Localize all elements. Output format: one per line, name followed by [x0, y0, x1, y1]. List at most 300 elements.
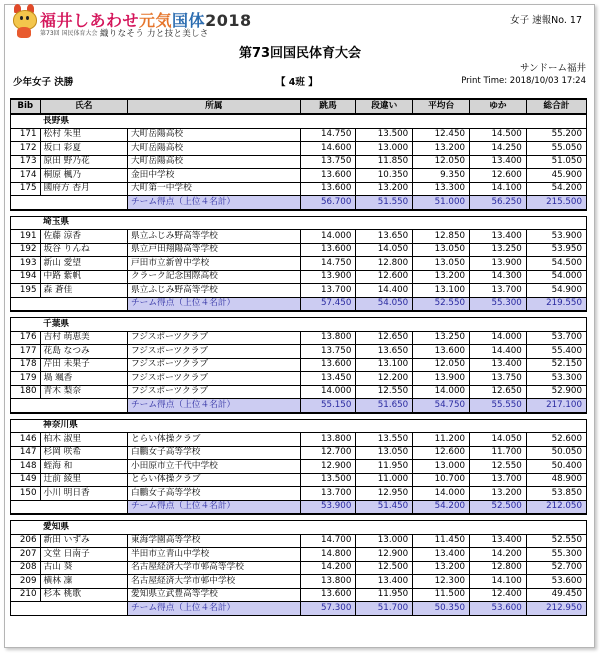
score-cell: 12.050: [413, 155, 470, 169]
score-cell: 14.400: [470, 345, 527, 359]
bib-cell: 177: [11, 345, 41, 359]
team-score-cell: 51.450: [356, 500, 413, 514]
score-cell: 12.900: [356, 548, 413, 562]
club-name: 名古屋経済大学市邨中学校: [127, 575, 300, 589]
athlete-row: [11, 331, 587, 345]
score-cell: 13.650: [356, 345, 413, 359]
bib-cell: 171: [11, 128, 41, 142]
athlete-name: 原田 野乃花: [40, 155, 127, 169]
score-cell: 13.200: [356, 182, 413, 196]
score-cell: 14.000: [413, 487, 470, 501]
score-cell: 13.600: [300, 588, 356, 602]
score-cell: 12.850: [413, 230, 470, 244]
athlete-name: 蛭海 和: [40, 460, 127, 474]
athlete-row: [11, 575, 587, 589]
team-score-cell: 53.600: [470, 602, 527, 616]
score-cell: 13.100: [356, 358, 413, 372]
team-score-cell: 51.650: [356, 399, 413, 413]
team-total-row: [11, 602, 587, 616]
athlete-row: [11, 128, 587, 142]
team-score-cell: 52.550: [413, 297, 470, 311]
athlete-row: [11, 142, 587, 156]
athlete-name: 新田 いずみ: [40, 534, 127, 548]
athlete-row: [11, 433, 587, 447]
score-cell: 54.000: [526, 270, 586, 284]
blank-cell: [11, 399, 128, 413]
athlete-name: 堝 颯香: [40, 372, 127, 386]
athlete-name: 柏木 淑里: [40, 433, 127, 447]
score-cell: 13.100: [413, 284, 470, 298]
score-cell: 13.450: [300, 372, 356, 386]
team-score-cell: 212.050: [526, 500, 586, 514]
score-cell: 12.200: [356, 372, 413, 386]
club-name: 県立ふじみ野高等学校: [127, 230, 300, 244]
score-cell: 13.500: [300, 473, 356, 487]
score-cell: 53.950: [526, 243, 586, 257]
score-cell: 13.000: [356, 142, 413, 156]
score-cell: 53.900: [526, 230, 586, 244]
score-cell: 13.050: [356, 446, 413, 460]
score-cell: 13.200: [413, 270, 470, 284]
blank-cell: [11, 419, 41, 433]
score-cell: 13.700: [300, 284, 356, 298]
score-cell: 14.000: [300, 230, 356, 244]
club-name: 名古屋経済大学市邨高等学校: [127, 561, 300, 575]
score-cell: 11.500: [413, 588, 470, 602]
athlete-name: 青木 梨奈: [40, 385, 127, 399]
blank-cell: [11, 521, 41, 535]
team-score-cell: 54.750: [413, 399, 470, 413]
score-cell: 14.050: [470, 433, 527, 447]
athlete-row: [11, 534, 587, 548]
athlete-name: 桐原 楓乃: [40, 169, 127, 183]
score-cell: 13.800: [300, 575, 356, 589]
athlete-name: 文堂 日南子: [40, 548, 127, 562]
team-label: チーム得点（上位４名計）: [127, 500, 300, 514]
score-cell: 12.550: [470, 460, 527, 474]
athlete-row: [11, 284, 587, 298]
score-cell: 13.400: [413, 548, 470, 562]
team-score-cell: 53.900: [300, 500, 356, 514]
score-cell: 13.200: [413, 561, 470, 575]
score-cell: 14.600: [300, 142, 356, 156]
score-cell: 12.500: [356, 561, 413, 575]
athlete-row: [11, 243, 587, 257]
athlete-row: [11, 257, 587, 271]
athlete-row: [11, 473, 587, 487]
score-cell: 12.300: [413, 575, 470, 589]
bib-cell: 148: [11, 460, 41, 474]
bulletin-number: 女子 速報No. 17: [510, 15, 582, 26]
blank-cell: [11, 602, 128, 616]
score-cell: 12.400: [470, 588, 527, 602]
team-label: チーム得点（上位４名計）: [127, 297, 300, 311]
score-cell: 14.000: [413, 385, 470, 399]
score-cell: 13.700: [300, 487, 356, 501]
score-cell: 14.750: [300, 128, 356, 142]
score-cell: 52.900: [526, 385, 586, 399]
score-cell: 13.400: [356, 575, 413, 589]
club-name: フジスポーツクラブ: [127, 372, 300, 386]
club-name: 大町岳陽高校: [127, 155, 300, 169]
bib-cell: 193: [11, 257, 41, 271]
athlete-name: 吉村 萌恵美: [40, 331, 127, 345]
score-cell: 13.400: [470, 358, 527, 372]
score-cell: 11.200: [413, 433, 470, 447]
results-body: [11, 114, 587, 615]
bib-cell: 179: [11, 372, 41, 386]
score-cell: 10.350: [356, 169, 413, 183]
score-cell: 13.600: [300, 243, 356, 257]
club-name: フジスポーツクラブ: [127, 331, 300, 345]
club-name: 大町岳陽高校: [127, 128, 300, 142]
score-cell: 14.000: [470, 331, 527, 345]
venue: サンドーム福井: [519, 63, 586, 74]
team-score-cell: 56.700: [300, 196, 356, 210]
score-cell: 51.050: [526, 155, 586, 169]
athlete-name: 國府方 杏月: [40, 182, 127, 196]
score-cell: 12.600: [470, 169, 527, 183]
club-name: 戸田市立新曽中学校: [127, 257, 300, 271]
prefecture-name: 長野県: [40, 114, 587, 128]
score-cell: 13.600: [300, 358, 356, 372]
score-cell: 12.600: [356, 270, 413, 284]
team-score-cell: 51.550: [356, 196, 413, 210]
score-cell: 12.900: [300, 460, 356, 474]
score-cell: 49.450: [526, 588, 586, 602]
score-cell: 13.000: [413, 460, 470, 474]
prefecture-name: 埼玉県: [40, 216, 587, 230]
team-label: チーム得点（上位４名計）: [127, 196, 300, 210]
athlete-row: [11, 446, 587, 460]
team-label: チーム得点（上位４名計）: [127, 399, 300, 413]
athlete-name: 横林 凜: [40, 575, 127, 589]
score-cell: 13.500: [356, 128, 413, 142]
team-score-cell: 52.500: [470, 500, 527, 514]
column-header: 跳馬: [300, 99, 356, 114]
prefecture-name: 愛知県: [40, 521, 587, 535]
score-cell: 13.050: [413, 243, 470, 257]
column-header: 所属: [127, 99, 300, 114]
athlete-row: [11, 345, 587, 359]
score-cell: 13.300: [413, 182, 470, 196]
column-header: Bib: [11, 99, 41, 114]
club-name: フジスポーツクラブ: [127, 385, 300, 399]
team-score-cell: 57.450: [300, 297, 356, 311]
event-logo: [10, 8, 252, 42]
score-cell: 55.400: [526, 345, 586, 359]
athlete-name: 芹田 未果子: [40, 358, 127, 372]
blank-cell: [11, 114, 41, 128]
team-score-cell: 217.100: [526, 399, 586, 413]
score-cell: 13.600: [300, 169, 356, 183]
bib-cell: 172: [11, 142, 41, 156]
score-cell: 12.600: [413, 446, 470, 460]
score-cell: 13.200: [470, 487, 527, 501]
team-score-cell: 50.350: [413, 602, 470, 616]
bib-cell: 173: [11, 155, 41, 169]
bib-cell: 208: [11, 561, 41, 575]
score-cell: 50.050: [526, 446, 586, 460]
score-cell: 12.650: [356, 331, 413, 345]
score-cell: 11.950: [356, 460, 413, 474]
team-score-cell: 215.500: [526, 196, 586, 210]
score-cell: 13.900: [470, 257, 527, 271]
prefecture-row: [11, 114, 587, 128]
score-cell: 52.550: [526, 534, 586, 548]
club-name: クラーク記念国際高校: [127, 270, 300, 284]
club-name: 県立戸田翔陽高等学校: [127, 243, 300, 257]
score-cell: 48.900: [526, 473, 586, 487]
column-header: ゆか: [470, 99, 527, 114]
athlete-row: [11, 561, 587, 575]
blank-cell: [11, 216, 41, 230]
club-name: 大町岳陽高校: [127, 142, 300, 156]
club-name: 大町第一中学校: [127, 182, 300, 196]
logo-title: 福井しあわせ元気国体2018: [40, 11, 252, 30]
score-cell: 11.700: [470, 446, 527, 460]
prefecture-row: [11, 216, 587, 230]
score-cell: 12.800: [356, 257, 413, 271]
logo-slogan: 織りなそう 力と技と美しさ: [100, 29, 209, 39]
team-score-cell: 54.200: [413, 500, 470, 514]
score-cell: 14.700: [300, 534, 356, 548]
athlete-row: [11, 358, 587, 372]
score-cell: 13.000: [356, 534, 413, 548]
score-cell: 45.900: [526, 169, 586, 183]
column-header: 段違い: [356, 99, 413, 114]
team-label: チーム得点（上位４名計）: [127, 602, 300, 616]
bib-cell: 149: [11, 473, 41, 487]
score-cell: 14.100: [470, 575, 527, 589]
bib-cell: 195: [11, 284, 41, 298]
score-cell: 53.600: [526, 575, 586, 589]
athlete-name: 花島 なつみ: [40, 345, 127, 359]
column-header: 総合計: [526, 99, 586, 114]
athlete-row: [11, 155, 587, 169]
club-name: 白鵬女子高等学校: [127, 446, 300, 460]
score-cell: 52.600: [526, 433, 586, 447]
athlete-row: [11, 548, 587, 562]
score-cell: 13.800: [300, 331, 356, 345]
score-cell: 14.750: [300, 257, 356, 271]
bib-cell: 174: [11, 169, 41, 183]
club-name: 小田原市立千代中学校: [127, 460, 300, 474]
score-cell: 13.250: [413, 331, 470, 345]
score-cell: 53.300: [526, 372, 586, 386]
prefecture-name: 神奈川県: [40, 419, 587, 433]
score-cell: 13.900: [413, 372, 470, 386]
athlete-name: 杉岡 咲希: [40, 446, 127, 460]
bib-cell: 209: [11, 575, 41, 589]
bib-cell: 176: [11, 331, 41, 345]
bib-cell: 175: [11, 182, 41, 196]
score-cell: 50.400: [526, 460, 586, 474]
team-total-row: [11, 297, 587, 311]
bib-cell: 207: [11, 548, 41, 562]
score-cell: 14.100: [470, 182, 527, 196]
score-cell: 14.800: [300, 548, 356, 562]
athlete-row: [11, 182, 587, 196]
team-score-cell: 55.150: [300, 399, 356, 413]
club-name: 県立ふじみ野高等学校: [127, 284, 300, 298]
score-cell: 13.400: [470, 534, 527, 548]
athlete-name: 坂口 彩夏: [40, 142, 127, 156]
score-cell: 13.400: [470, 155, 527, 169]
score-cell: 14.200: [300, 561, 356, 575]
team-score-cell: 54.050: [356, 297, 413, 311]
score-cell: 53.850: [526, 487, 586, 501]
score-cell: 13.050: [413, 257, 470, 271]
score-cell: 11.000: [356, 473, 413, 487]
mascot-icon: [10, 8, 38, 40]
page-title: 第73回国民体育大会: [238, 46, 362, 61]
blank-cell: [11, 297, 128, 311]
team-score-cell: 57.300: [300, 602, 356, 616]
athlete-name: 坂谷 りんね: [40, 243, 127, 257]
score-cell: 14.400: [356, 284, 413, 298]
bib-cell: 210: [11, 588, 41, 602]
score-cell: 13.750: [300, 345, 356, 359]
bib-cell: 146: [11, 433, 41, 447]
athlete-name: 松村 朱里: [40, 128, 127, 142]
score-cell: 13.250: [470, 243, 527, 257]
athlete-name: 森 蒼佳: [40, 284, 127, 298]
score-cell: 13.750: [300, 155, 356, 169]
group-label: 【 4班 】: [276, 77, 318, 88]
club-name: フジスポーツクラブ: [127, 358, 300, 372]
print-time: Print Time: 2018/10/03 17:24: [461, 76, 586, 86]
score-cell: 13.750: [470, 372, 527, 386]
athlete-name: 小川 明日香: [40, 487, 127, 501]
athlete-row: [11, 270, 587, 284]
event-category: 少年女子 決勝: [13, 77, 74, 88]
team-total-row: [11, 196, 587, 210]
column-header: 氏名: [40, 99, 127, 114]
bib-cell: 192: [11, 243, 41, 257]
logo-subtitle: 第73回 国民体育大会: [40, 30, 98, 37]
club-name: 愛知県立武豊高等学校: [127, 588, 300, 602]
athlete-name: 杉本 桃歌: [40, 588, 127, 602]
bib-cell: 150: [11, 487, 41, 501]
prefecture-row: [11, 521, 587, 535]
team-score-cell: 51.000: [413, 196, 470, 210]
score-cell: 13.600: [413, 345, 470, 359]
club-name: フジスポーツクラブ: [127, 345, 300, 359]
blank-cell: [11, 196, 128, 210]
score-cell: 13.200: [413, 142, 470, 156]
club-name: とらい体操クラブ: [127, 433, 300, 447]
score-cell: 11.850: [356, 155, 413, 169]
score-cell: 55.300: [526, 548, 586, 562]
team-score-cell: 219.550: [526, 297, 586, 311]
prefecture-row: [11, 318, 587, 332]
score-cell: 52.700: [526, 561, 586, 575]
score-cell: 13.900: [300, 270, 356, 284]
score-cell: 14.050: [356, 243, 413, 257]
athlete-name: 佐藤 涼香: [40, 230, 127, 244]
table-header-row: [11, 99, 587, 114]
score-cell: 13.800: [300, 433, 356, 447]
score-cell: 14.500: [470, 128, 527, 142]
score-cell: 12.700: [300, 446, 356, 460]
athlete-name: 辻前 綾里: [40, 473, 127, 487]
score-cell: 54.900: [526, 284, 586, 298]
club-name: とらい体操クラブ: [127, 473, 300, 487]
bib-cell: 178: [11, 358, 41, 372]
bib-cell: 147: [11, 446, 41, 460]
prefecture-name: 千葉県: [40, 318, 587, 332]
athlete-name: 古山 葵: [40, 561, 127, 575]
score-cell: 12.050: [413, 358, 470, 372]
bib-cell: 191: [11, 230, 41, 244]
results-table: [10, 98, 587, 616]
score-cell: 14.300: [470, 270, 527, 284]
prefecture-row: [11, 419, 587, 433]
score-cell: 11.450: [413, 534, 470, 548]
team-score-cell: 55.300: [470, 297, 527, 311]
score-cell: 12.650: [470, 385, 527, 399]
athlete-name: 中路 紫帆: [40, 270, 127, 284]
score-cell: 12.550: [356, 385, 413, 399]
club-name: 東海学園高等学校: [127, 534, 300, 548]
club-name: 半田市立青山中学校: [127, 548, 300, 562]
bib-cell: 206: [11, 534, 41, 548]
team-score-cell: 51.700: [356, 602, 413, 616]
blank-cell: [11, 318, 41, 332]
score-cell: 12.800: [470, 561, 527, 575]
score-cell: 13.550: [356, 433, 413, 447]
score-cell: 10.700: [413, 473, 470, 487]
score-cell: 55.050: [526, 142, 586, 156]
score-cell: 14.000: [300, 385, 356, 399]
score-cell: 54.200: [526, 182, 586, 196]
column-header: 平均台: [413, 99, 470, 114]
score-cell: 52.150: [526, 358, 586, 372]
team-total-row: [11, 399, 587, 413]
score-cell: 13.650: [356, 230, 413, 244]
score-cell: 14.200: [470, 548, 527, 562]
score-cell: 54.500: [526, 257, 586, 271]
athlete-row: [11, 487, 587, 501]
team-score-cell: 55.550: [470, 399, 527, 413]
score-cell: 13.400: [470, 230, 527, 244]
score-cell: 9.350: [413, 169, 470, 183]
score-cell: 13.600: [300, 182, 356, 196]
score-cell: 55.200: [526, 128, 586, 142]
athlete-name: 新山 愛望: [40, 257, 127, 271]
bib-cell: 194: [11, 270, 41, 284]
bib-cell: 180: [11, 385, 41, 399]
athlete-row: [11, 169, 587, 183]
score-cell: 11.950: [356, 588, 413, 602]
club-name: 金田中学校: [127, 169, 300, 183]
athlete-row: [11, 588, 587, 602]
score-cell: 53.700: [526, 331, 586, 345]
athlete-row: [11, 230, 587, 244]
club-name: 白鵬女子高等学校: [127, 487, 300, 501]
score-cell: 12.950: [356, 487, 413, 501]
score-cell: 13.700: [470, 284, 527, 298]
team-total-row: [11, 500, 587, 514]
score-cell: 14.250: [470, 142, 527, 156]
athlete-row: [11, 385, 587, 399]
blank-cell: [11, 500, 128, 514]
athlete-row: [11, 372, 587, 386]
team-score-cell: 212.950: [526, 602, 586, 616]
score-cell: 13.700: [470, 473, 527, 487]
athlete-row: [11, 460, 587, 474]
